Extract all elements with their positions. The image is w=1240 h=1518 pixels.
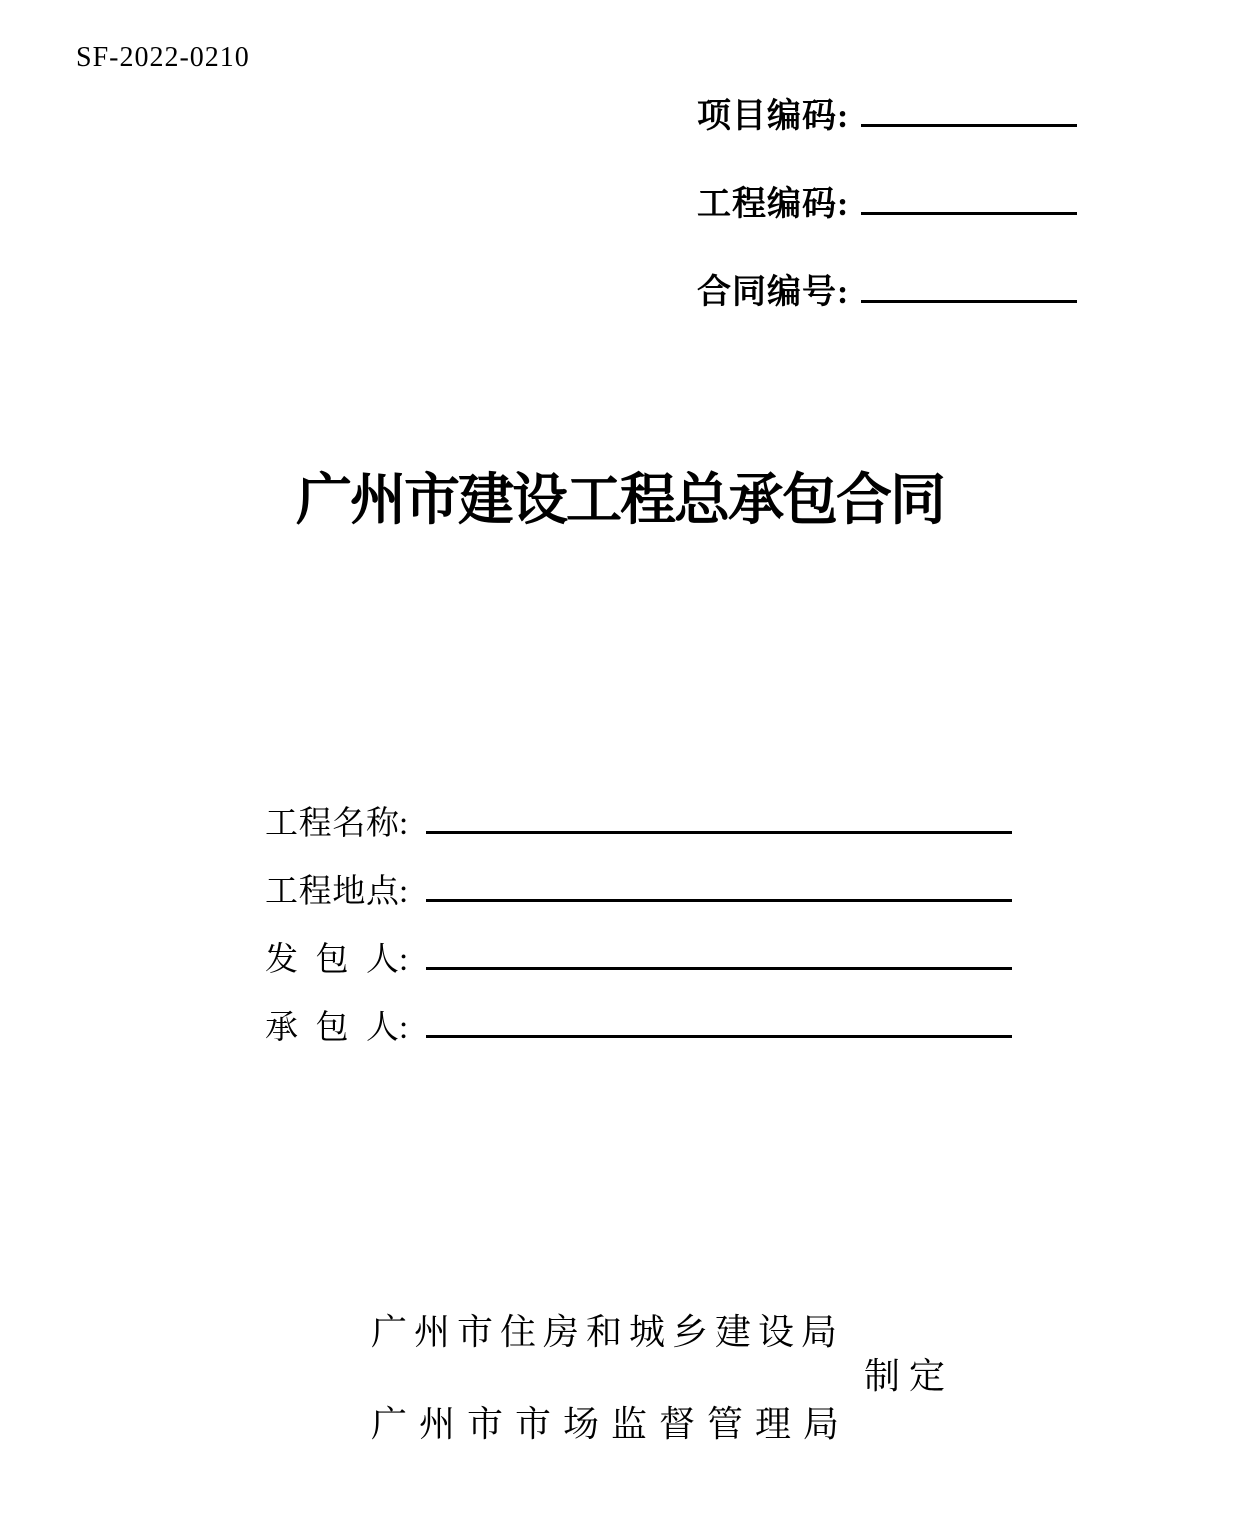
form-number: SF-2022-0210 [76, 42, 250, 73]
project-location-colon: : [399, 874, 409, 910]
issuing-authority-market-regulation-bureau: 广州市市场监督管理局 [371, 1404, 852, 1444]
contractor-row [265, 1008, 1012, 1048]
employer-blank[interactable] [426, 964, 1012, 970]
project-location-row [265, 872, 1012, 912]
project-name-label: 工程名称 [265, 806, 399, 842]
contractor-colon: : [399, 1010, 409, 1046]
issued-by-label: 制定 [864, 1356, 955, 1396]
engineering-code-blank[interactable] [861, 209, 1077, 215]
contractor-label: 承包人 [265, 1010, 399, 1046]
document-title: 广州市建设工程总承包合同 [296, 470, 944, 532]
project-name-colon: : [399, 806, 409, 842]
issuing-authority-housing-bureau: 广州市住房和城乡建设局 [371, 1312, 845, 1352]
project-code-label: 项目编码: [697, 98, 850, 135]
project-location-blank[interactable] [426, 896, 1012, 902]
project-code-blank[interactable] [861, 121, 1077, 127]
employer-colon: : [399, 942, 409, 978]
project-name-blank[interactable] [426, 828, 1012, 834]
contractor-blank[interactable] [426, 1032, 1012, 1038]
contract-number-blank[interactable] [861, 297, 1077, 303]
project-location-label: 工程地点 [265, 874, 399, 910]
employer-label: 发包人 [265, 942, 399, 978]
contract-number-row [697, 273, 1077, 319]
employer-row [265, 940, 1012, 980]
engineering-code-label: 工程编码: [697, 186, 850, 223]
project-name-row [265, 804, 1012, 844]
project-code-row [697, 97, 1077, 143]
contract-number-label: 合同编号: [697, 274, 850, 311]
engineering-code-row [697, 185, 1077, 231]
